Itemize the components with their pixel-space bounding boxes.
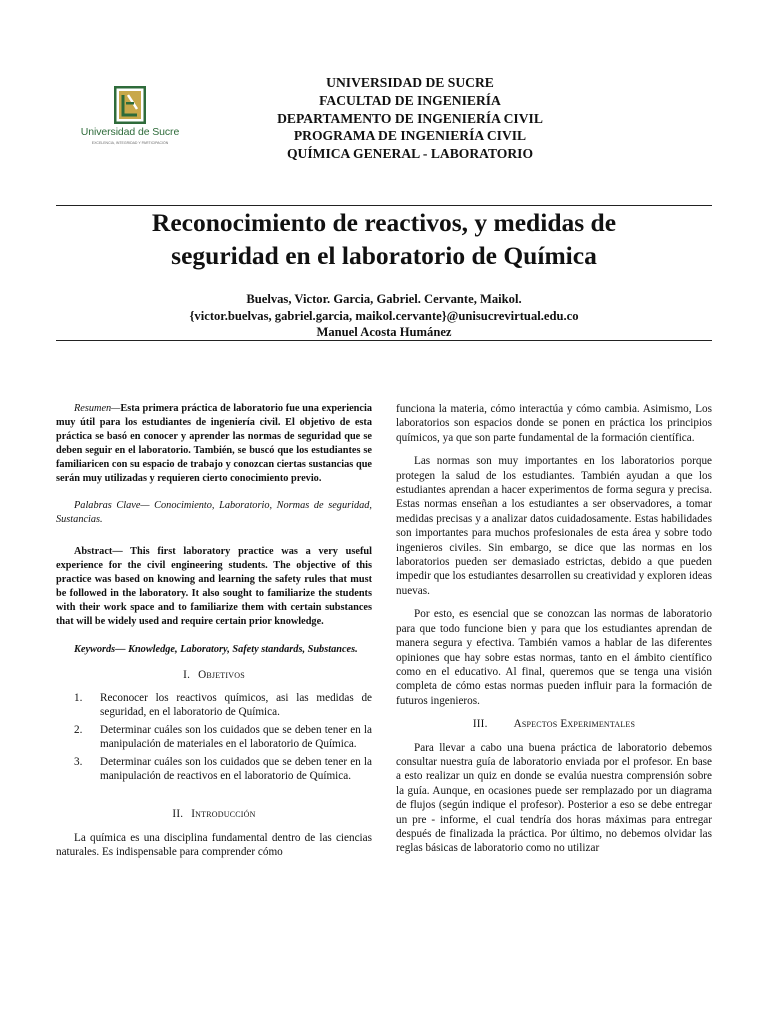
section-title: Introducción [191,808,256,821]
logo-tagline: EXCELENCIA, INTEGRIDAD Y PARTICIPACIÓN [91,141,169,145]
title-line: Reconocimiento de reactivos, y medidas de [151,208,617,237]
section-heading-aspectos [396,717,712,731]
intro-paragraph: Por esto, es esencial que se conozcan las normas de laboratorio para que todo funcione bien y para que los estudiantes aprendan de manera segura y efectiva. También vamos a hablar de las diferentes opiniones que hay sobre estas normas, tanto en el ámbito científico como en el educativo. Al final, queremos que se tenga una visión completa de cómo estas normas pueden influir para la formación de futuros ingenieros. [396,608,712,707]
objective-text: Determinar cuáles son los cuidados que se deben tener en la manipulación de reactivos en el laboratorio de Química. [100,755,372,783]
list-item: 3. Determinar cuáles son los cuidados que se deben tener en la manipulación de reactivos en el laboratorio de Química. [74,755,372,783]
abstract-es-label: Resumen [74,403,112,414]
abstract-es [56,402,372,485]
keywords-en-text: Knowledge, Laboratory, Safety standards, Substances. [125,643,358,655]
keywords-es-text: Conocimiento, Laboratorio, Normas de seguridad, Sustancias. [56,500,372,526]
university-logo [70,82,190,152]
intro-paragraph: Las normas son muy importantes en los laboratorios porque protegen la salud de los estudiantes. También ayudan a que los estudiantes aprendan a hacer experimentos de forma segura y precisa. Estas normas enseñan a los estudiantes a ser observadores, a tomar medidas precisas y a analizar datos cuidadosamente. Estas habilidades son importantes para muchos profesionales de esta área y sobre todo ingenieros civiles. Sin embargo, se dice que las normas en los laboratorios pueden ser demasiado estrictas, debido a que pueden impedir que los estudiantes desarrollen su creatividad y exploren ideas nuevas. [396,455,712,597]
abstract-es-dash: — [111,403,121,414]
shield-emblem-icon [70,82,190,126]
list-item: 2. Determinar cuáles son los cuidados que se deben tener en la manipulación de materiales en el laboratorio de Química. [74,723,372,751]
keywords-es [56,499,372,527]
bottom-divider [56,340,712,341]
abstract-en [56,545,372,628]
advisor-name: Manuel Acosta Humánez [316,325,452,339]
keywords-en-label: Keywords— [74,643,126,655]
header-line: FACULTAD DE INGENIERÍA [319,92,501,108]
objective-text: Reconocer los reactivos químicos, asi las medidas de seguridad, en el laboratorio de Química. [100,692,372,719]
left-column [56,402,372,869]
keywords-en [56,643,372,657]
objectives-list [56,691,372,783]
header-line: PROGRAMA DE INGENIERÍA CIVIL [293,128,527,144]
intro-paragraph: La química es una disciplina fundamental dentro de las ciencias naturales. Es indispensable para comprender cómo [56,831,372,859]
author-block [56,291,712,341]
abstract-en-label: Abstract— [74,546,123,558]
author-emails: {victor.buelvas, gabriel.garcia, maikol.cervante}@unisucrevirtual.edu.co [189,308,579,323]
author-names: Buelvas, Victor. Garcia, Gabriel. Cervante, Maikol. [246,292,522,306]
section-title: Objetivos [198,668,245,681]
abstract-en-text: This first laboratory practice was a very useful experience for the civil engineering students. The objective of this practice was based on knowing and learning the safety rules that must be followed in the laboratory. It also sought to familiarize the students with their work space and to familiarize them with certain substances that will be widely used and require certain prior knowledge. [56,546,372,627]
keywords-es-label: Palabras Clave— [74,500,150,512]
logo-wordmark: Universidad de Sucre [80,126,180,138]
intro-paragraph-continued: funciona la materia, cómo interactúa y cómo cambia. Asimismo, Los laboratorios son espacios donde se ponen en práctica los principios químicos, ya que son parte fundamental de la formación científica. [396,403,712,444]
section-heading-introduccion [56,807,372,821]
institution-header [200,74,620,163]
objective-text: Determinar cuáles son los cuidados que se deben tener en la manipulación de materiales en el laboratorio de Química. [100,723,372,751]
header-line: UNIVERSIDAD DE SUCRE [326,75,494,90]
header-line: DEPARTAMENTO DE INGENIERÍA CIVIL [277,110,543,126]
section-title: Aspectos Experimentales [513,718,636,731]
list-item: 1. Reconocer los reactivos químicos, asi las medidas de seguridad, en el laboratorio de Química. [74,692,372,719]
section-heading-objetivos [56,668,372,682]
abstract-es-text: Esta primera práctica de laboratorio fue una experiencia muy útil para los estudiantes de ingeniería civil. El objetivo de esta práctica se basó en conocer y aprender las normas de seguridad que se deben seguir en el laboratorio. También, se buscó que los estudiantes se familiaricen con su espacio de trabajo y conozcan ciertas sustancias que serán muy utilizadas y requieren cierto conocimiento previo. [56,403,372,484]
section-number: III. [472,718,488,731]
title-line: seguridad en el laboratorio de Química [171,241,597,270]
section-number: I. [183,668,191,681]
right-column [396,402,712,865]
section-number: II. [172,808,184,821]
paper-title [56,206,712,272]
aspects-paragraph: Para llevar a cabo una buena práctica de laboratorio debemos consultar nuestra guía de laboratorio enviada por el profesor. En base a esto realizar un quiz en donde se evalúa nuestra comprensión sobre la guía. Aunque, en ocasiones puede ser remplazado por un diagrama de flujos (según indique el profesor). Posterior a eso se debe entregar un pre - informe, el cual tendría dos horas máximas para entregar después de finalizada la práctica. Por último, no debemos olvidar las reglas básicas de laboratorio como no utilizar [396,741,712,855]
header-line: QUÍMICA GENERAL - LABORATORIO [286,146,534,162]
